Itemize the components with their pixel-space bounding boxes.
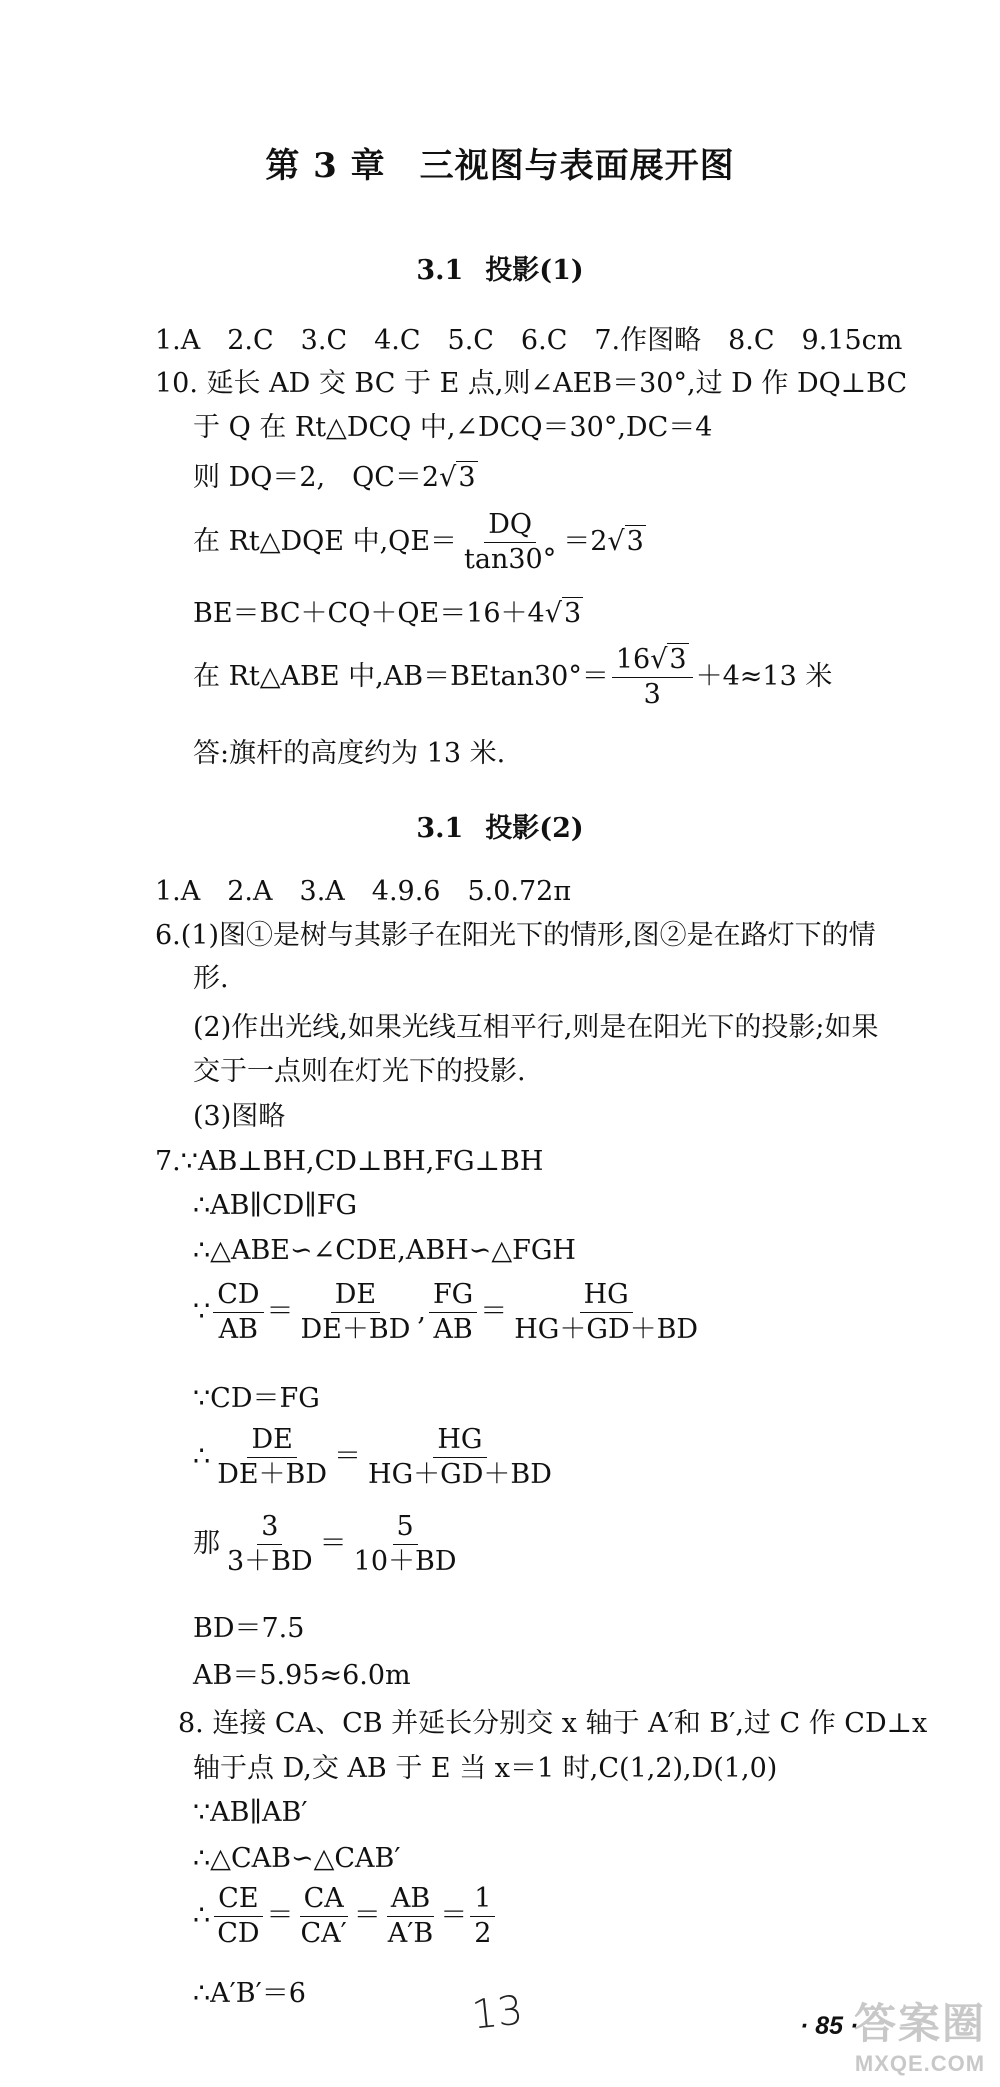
section-heading-1: 3.1 投影(1) bbox=[416, 255, 584, 286]
s2-q6-line3: (2)作出光线,如果光线互相平行,则是在阳光下的投影;如果 bbox=[193, 1012, 879, 1043]
chapter-title: 三视图与表面展开图 bbox=[419, 146, 735, 186]
fraction: $\frac{AB}{A'B}$ bbox=[387, 1883, 434, 1949]
s2-q7-line7: 那 $\frac{3}{3+BD}$ ＝ $\frac{5}{10+BD}$ bbox=[193, 1512, 464, 1577]
s2-q8-line3: ∵AB∥AB′ bbox=[193, 1797, 308, 1828]
fraction: $\frac{DE}{DE+BD}$ bbox=[217, 1424, 328, 1490]
fraction: $\frac{16√3}{3}$ bbox=[612, 645, 693, 710]
s1-q10-line2: 于 Q 在 Rt△DCQ 中,∠DCQ＝30°,DC＝4 bbox=[193, 412, 713, 443]
s1-q10-line3: 则 DQ＝2, QC＝2√3 bbox=[193, 462, 476, 493]
fraction: $\frac{DE}{DE+BD}$ bbox=[300, 1279, 411, 1345]
s2-q7-line5: ∵CD＝FG bbox=[193, 1383, 320, 1414]
fraction: $\frac{HG}{HG+GD+BD}$ bbox=[368, 1424, 552, 1490]
fraction: $\frac{CE}{CD}$ bbox=[213, 1884, 263, 1949]
s2-q7-line8: BD＝7.5 bbox=[193, 1613, 305, 1644]
s2-q7-line1: 7.∵AB⊥BH,CD⊥BH,FG⊥BH bbox=[155, 1146, 544, 1177]
section-heading-2: 3.1 投影(2) bbox=[416, 813, 584, 844]
watermark bbox=[854, 1991, 986, 2077]
s2-q8-line6: ∴A′B′＝6 bbox=[193, 1978, 306, 2009]
s2-q7-line2: ∴AB∥CD∥FG bbox=[193, 1190, 358, 1221]
s2-q6-line2: 形. bbox=[193, 963, 229, 994]
s2-answers-1-5: 1.A 2.A 3.A 4.9.6 5.0.72π bbox=[155, 876, 572, 907]
s2-q8-line1: 8. 连接 CA、CB 并延长分别交 x 轴于 A′和 B′,过 C 作 CD⊥x bbox=[178, 1708, 928, 1739]
fraction: $\frac{CA}{CA'}$ bbox=[300, 1883, 347, 1949]
fraction: $\frac{HG}{HG+GD+BD}$ bbox=[514, 1279, 699, 1345]
fraction: $\frac{5}{10+BD}$ bbox=[353, 1511, 457, 1577]
s1-q10-answer: 答:旗杆的高度约为 13 米. bbox=[193, 738, 506, 769]
chapter-heading bbox=[0, 138, 1000, 187]
s2-q7-line6: ∴ $\frac{DE}{DE+BD}$ ＝ $\frac{HG}{HG+GD+BD}$ bbox=[193, 1425, 559, 1490]
fraction: $\frac{FG}{AB}$ bbox=[429, 1280, 477, 1345]
s2-q8-line2: 轴于点 D,交 AB 于 E 当 x＝1 时,C(1,2),D(1,0) bbox=[193, 1753, 778, 1784]
fraction: $\frac{DQ}{\tan 30^\circ}$ bbox=[464, 509, 557, 575]
watermark-url: MXQE.COM bbox=[854, 2051, 986, 2076]
fraction: $\frac{3}{3+BD}$ bbox=[227, 1511, 313, 1577]
s1-answers-1-9: 1.A 2.C 3.C 4.C 5.C 6.C 7.作图略 8.C 9.15cm bbox=[155, 325, 903, 356]
fraction: $\frac{1}{2}$ bbox=[470, 1884, 495, 1949]
watermark-logo: 答案圈 bbox=[853, 2000, 986, 2047]
s2-q7-line3: ∴△ABE∽∠CDE,ABH∽△FGH bbox=[193, 1235, 576, 1266]
s2-q7-line4: ∵ $\frac{CD}{AB}$ ＝ $\frac{DE}{DE+BD}$ , $\frac{FG}{AB}$ ＝ $\frac{HG}{HG+GD+BD}$ bbox=[193, 1280, 705, 1345]
page-number: · 85 · bbox=[800, 2012, 859, 2040]
s1-q10-line6: 在 Rt△ABE 中,AB＝BEtan30°＝ $\frac{16√3}{3}$ ＋4≈13 米 bbox=[193, 644, 833, 710]
s1-q10-line4: 在 Rt△DQE 中,QE＝ $\frac{DQ}{\tan 30^\circ}$ ＝2√3 bbox=[193, 509, 644, 575]
s1-q10-line1: 10. 延长 AD 交 BC 于 E 点,则∠AEB＝30°,过 D 作 DQ⊥BC bbox=[155, 368, 908, 399]
s2-q6-line1: 6.(1)图①是树与其影子在阳光下的情形,图②是在路灯下的情 bbox=[155, 920, 876, 951]
s2-q8-line5: ∴ $\frac{CE}{CD}$ ＝ $\frac{CA}{CA'}$ ＝ $\frac{AB}{A'B}$ ＝ $\frac{1}{2}$ bbox=[193, 1884, 498, 1949]
handwritten-note: 13 bbox=[469, 1987, 526, 2039]
s2-q6-line5: (3)图略 bbox=[193, 1101, 286, 1132]
s2-q7-line9: AB＝5.95≈6.0m bbox=[193, 1660, 411, 1691]
chapter-number: 第 3 章 bbox=[265, 146, 386, 186]
fraction: $\frac{CD}{AB}$ bbox=[213, 1280, 263, 1345]
s2-q8-line4: ∴△CAB∽△CAB′ bbox=[193, 1843, 401, 1874]
s2-q6-line4: 交于一点则在灯光下的投影. bbox=[193, 1056, 526, 1087]
s1-q10-line5: BE＝BC＋CQ＋QE＝16＋4√3 bbox=[193, 598, 582, 629]
